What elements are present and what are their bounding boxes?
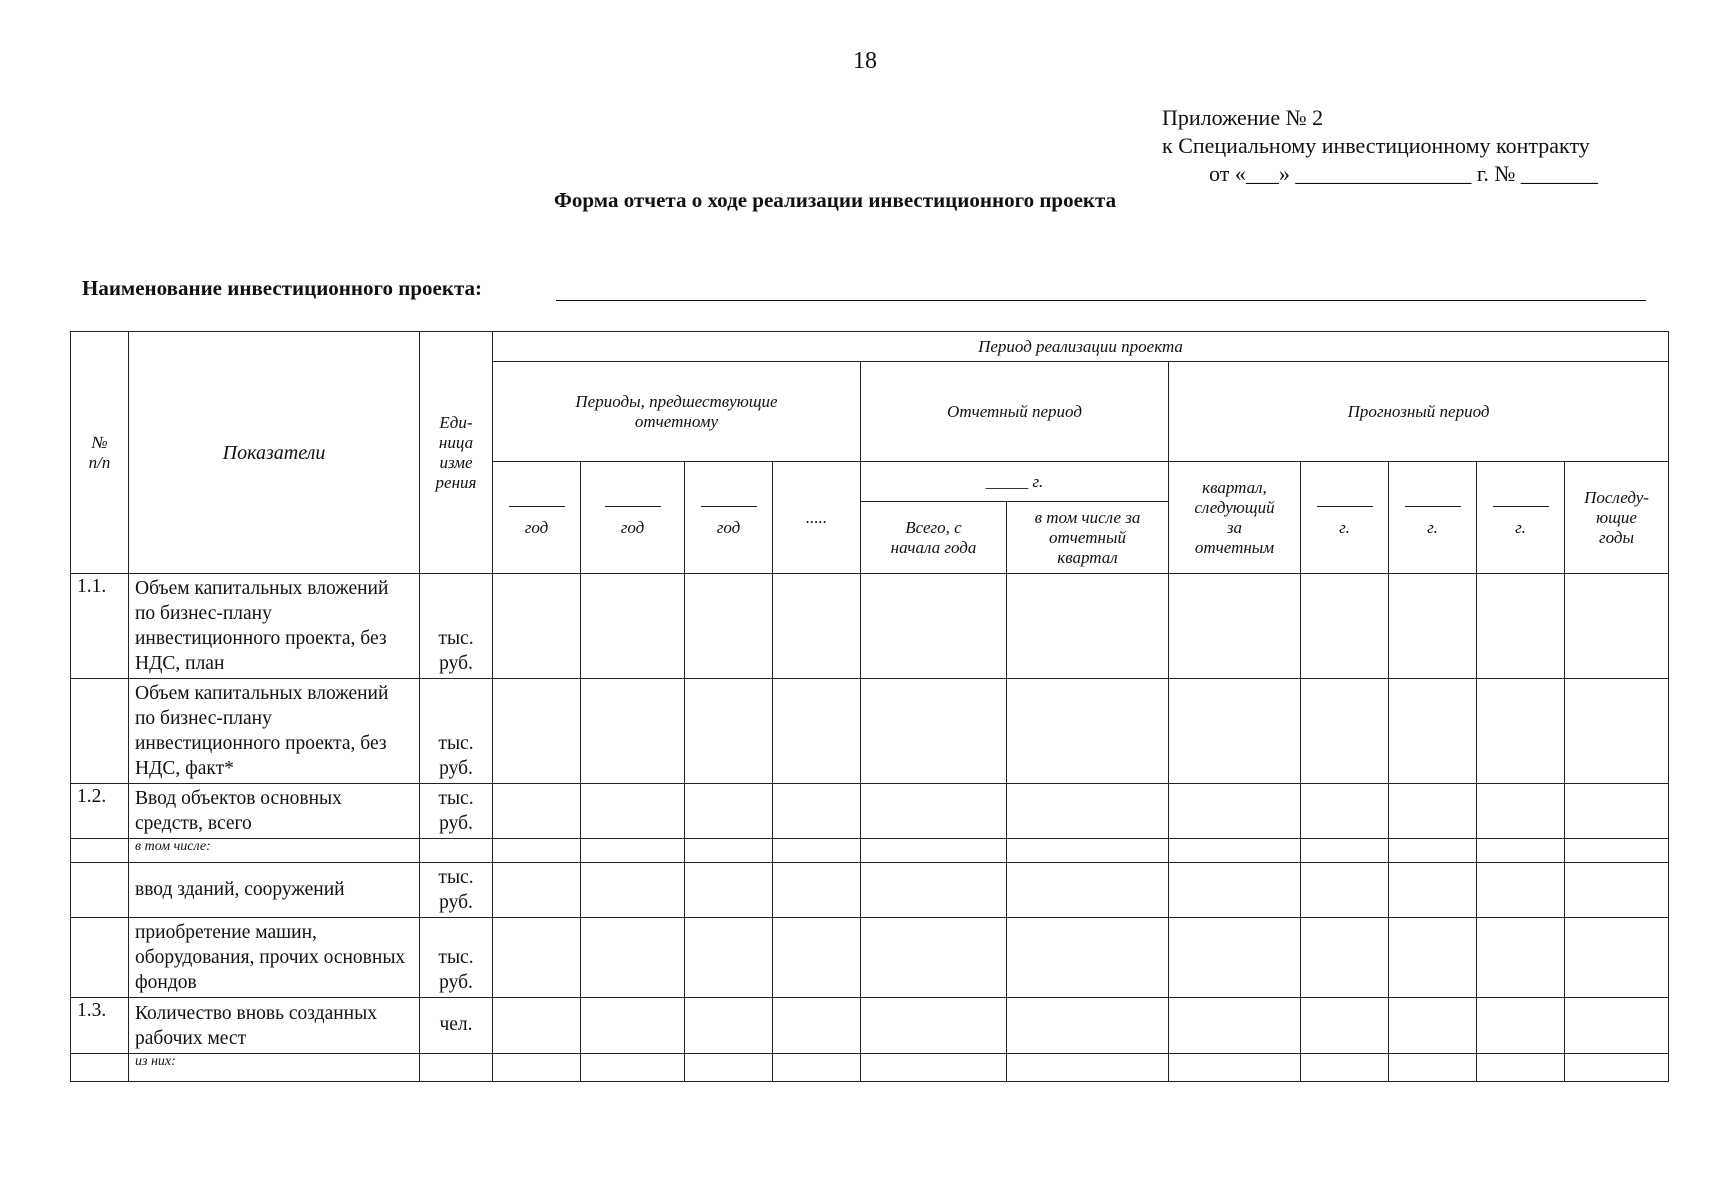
row-unit [420, 1054, 493, 1082]
row-number: 1.1. [71, 574, 129, 679]
cell[interactable] [1169, 679, 1301, 784]
cell[interactable] [581, 679, 685, 784]
row-unit: тыс. руб. [420, 918, 493, 998]
cell[interactable] [861, 1054, 1007, 1082]
row-number [71, 863, 129, 918]
cell[interactable] [685, 1054, 773, 1082]
cell[interactable] [773, 1054, 861, 1082]
blank-line [1317, 504, 1373, 507]
cell[interactable] [1565, 863, 1669, 918]
cell[interactable] [1565, 784, 1669, 839]
cell[interactable] [1007, 863, 1169, 918]
row-unit: тыс. руб. [420, 574, 493, 679]
cell[interactable] [685, 918, 773, 998]
row-label: в том числе: [129, 839, 420, 863]
table-row [71, 1054, 1669, 1082]
cell[interactable] [773, 839, 861, 863]
row-number [71, 1054, 129, 1082]
cell[interactable] [1565, 998, 1669, 1054]
cell[interactable] [493, 679, 581, 784]
cell[interactable] [1169, 998, 1301, 1054]
cell[interactable] [1389, 918, 1477, 998]
header-following-years: Последу- ющие годы [1565, 462, 1669, 574]
year-g-label: г. [1339, 517, 1350, 537]
cell[interactable] [685, 839, 773, 863]
cell[interactable] [1389, 784, 1477, 839]
cell[interactable] [1477, 863, 1565, 918]
row-label: приобретение машин, оборудования, прочих основных фондов [129, 918, 420, 998]
cell[interactable] [685, 863, 773, 918]
year-label: год [716, 517, 741, 537]
cell[interactable] [493, 574, 581, 679]
cell[interactable] [1477, 784, 1565, 839]
header-forecast-year-2 [1389, 462, 1477, 574]
cell[interactable] [1389, 679, 1477, 784]
header-indicators: Показатели [129, 332, 420, 574]
header-forecast-year-1 [1301, 462, 1389, 574]
cell[interactable] [581, 998, 685, 1054]
header-next-quarter: квартал, следующий за отчетным [1169, 462, 1301, 574]
cell[interactable] [581, 784, 685, 839]
header-forecast-year-3 [1477, 462, 1565, 574]
header-dots: ..... [773, 462, 861, 574]
row-label: Объем капитальных вложений по бизнес-плану инвестиционного проекта, без НДС, факт* [129, 679, 420, 784]
cell[interactable] [1389, 863, 1477, 918]
cell[interactable] [685, 998, 773, 1054]
cell[interactable] [861, 784, 1007, 839]
cell[interactable] [1007, 998, 1169, 1054]
row-unit [420, 839, 493, 863]
cell[interactable] [1389, 839, 1477, 863]
blank-line [1493, 504, 1549, 507]
header-forecast-period: Прогнозный период [1169, 362, 1669, 462]
cell[interactable] [1301, 574, 1389, 679]
cell[interactable] [773, 918, 861, 998]
row-number [71, 918, 129, 998]
cell[interactable] [493, 784, 581, 839]
year-label: год [524, 517, 549, 537]
row-label: ввод зданий, сооружений [129, 863, 420, 918]
header-year-2 [581, 462, 685, 574]
form-title: Форма отчета о ходе реализации инвестиционного проекта [553, 188, 1117, 212]
blank-line [509, 504, 565, 507]
cell[interactable] [1389, 574, 1477, 679]
appendix-line-3: от «___» ________________ г. № _______ [1209, 161, 1598, 186]
row-number: 1.2. [71, 784, 129, 839]
blank-line [701, 504, 757, 507]
project-name-field-line[interactable] [556, 300, 1646, 301]
cell[interactable] [773, 863, 861, 918]
cell[interactable] [1301, 918, 1389, 998]
cell[interactable] [1565, 1054, 1669, 1082]
blank-line [605, 504, 661, 507]
cell[interactable] [1301, 1054, 1389, 1082]
cell[interactable] [1477, 1054, 1565, 1082]
row-label: из них: [129, 1054, 420, 1082]
row-unit: тыс. руб. [420, 863, 493, 918]
appendix-block [1162, 104, 1598, 188]
header-previous-periods: Периоды, предшествующие отчетному [493, 362, 861, 462]
cell[interactable] [1477, 998, 1565, 1054]
cell[interactable] [1007, 1054, 1169, 1082]
cell[interactable] [1301, 998, 1389, 1054]
table-row [71, 574, 1669, 679]
cell[interactable] [1301, 679, 1389, 784]
cell[interactable] [861, 918, 1007, 998]
table-row [71, 784, 1669, 839]
row-label: Ввод объектов основных средств, всего [129, 784, 420, 839]
header-reporting-period: Отчетный период [861, 362, 1169, 462]
row-number [71, 839, 129, 863]
cell[interactable] [1565, 679, 1669, 784]
header-num: № п/п [71, 332, 129, 574]
project-name-label: Наименование инвестиционного проекта: [82, 276, 483, 300]
cell[interactable] [861, 839, 1007, 863]
cell[interactable] [685, 784, 773, 839]
row-label: Объем капитальных вложений по бизнес-плану инвестиционного проекта, без НДС, план [129, 574, 420, 679]
cell[interactable] [773, 574, 861, 679]
table-row [71, 839, 1669, 863]
cell[interactable] [773, 784, 861, 839]
cell[interactable] [581, 1054, 685, 1082]
cell[interactable] [1007, 784, 1169, 839]
cell[interactable] [1007, 679, 1169, 784]
cell[interactable] [1169, 574, 1301, 679]
cell[interactable] [1301, 784, 1389, 839]
cell[interactable] [1477, 918, 1565, 998]
row-unit: тыс. руб. [420, 679, 493, 784]
table-row [71, 679, 1669, 784]
appendix-line-1: Приложение № 2 [1162, 105, 1324, 130]
header-total-from-start: Всего, с начала года [861, 502, 1007, 574]
cell[interactable] [493, 863, 581, 918]
cell[interactable] [1169, 863, 1301, 918]
cell[interactable] [1477, 839, 1565, 863]
cell[interactable] [493, 998, 581, 1054]
cell[interactable] [1389, 998, 1477, 1054]
report-table [70, 331, 1669, 1082]
header-reporting-year: _____ г. [861, 462, 1169, 502]
row-unit: чел. [420, 998, 493, 1054]
cell[interactable] [861, 574, 1007, 679]
cell[interactable] [1301, 863, 1389, 918]
cell[interactable] [1169, 918, 1301, 998]
header-incl-quarter: в том числе за отчетный квартал [1007, 502, 1169, 574]
header-period: Период реализации проекта [493, 332, 1669, 362]
cell[interactable] [861, 998, 1007, 1054]
cell[interactable] [493, 1054, 581, 1082]
cell[interactable] [1565, 839, 1669, 863]
cell[interactable] [493, 839, 581, 863]
year-label: год [620, 517, 645, 537]
cell[interactable] [773, 679, 861, 784]
cell[interactable] [1007, 839, 1169, 863]
header-unit: Еди- ница изме рения [420, 332, 493, 574]
cell[interactable] [493, 918, 581, 998]
cell[interactable] [1477, 574, 1565, 679]
cell[interactable] [773, 998, 861, 1054]
cell[interactable] [1007, 574, 1169, 679]
year-g-label: г. [1515, 517, 1526, 537]
table-row [71, 998, 1669, 1054]
cell[interactable] [685, 679, 773, 784]
cell[interactable] [1565, 918, 1669, 998]
cell[interactable] [581, 918, 685, 998]
cell[interactable] [1007, 918, 1169, 998]
year-g-label: г. [1427, 517, 1438, 537]
cell[interactable] [1169, 784, 1301, 839]
cell[interactable] [861, 863, 1007, 918]
cell[interactable] [1565, 574, 1669, 679]
cell[interactable] [685, 574, 773, 679]
cell[interactable] [1301, 839, 1389, 863]
header-year-1 [493, 462, 581, 574]
row-label: Количество вновь созданных рабочих мест [129, 998, 420, 1054]
cell[interactable] [1169, 1054, 1301, 1082]
page-number: 18 [853, 48, 877, 74]
cell[interactable] [581, 839, 685, 863]
blank-line [1405, 504, 1461, 507]
appendix-line-2: к Специальному инвестиционному контракту [1162, 133, 1590, 158]
table-row [71, 918, 1669, 998]
table-row [71, 863, 1669, 918]
cell[interactable] [861, 679, 1007, 784]
cell[interactable] [1477, 679, 1565, 784]
row-unit: тыс. руб. [420, 784, 493, 839]
cell[interactable] [1169, 839, 1301, 863]
row-number [71, 679, 129, 784]
cell[interactable] [581, 863, 685, 918]
row-number: 1.3. [71, 998, 129, 1054]
header-year-3 [685, 462, 773, 574]
cell[interactable] [581, 574, 685, 679]
cell[interactable] [1389, 1054, 1477, 1082]
